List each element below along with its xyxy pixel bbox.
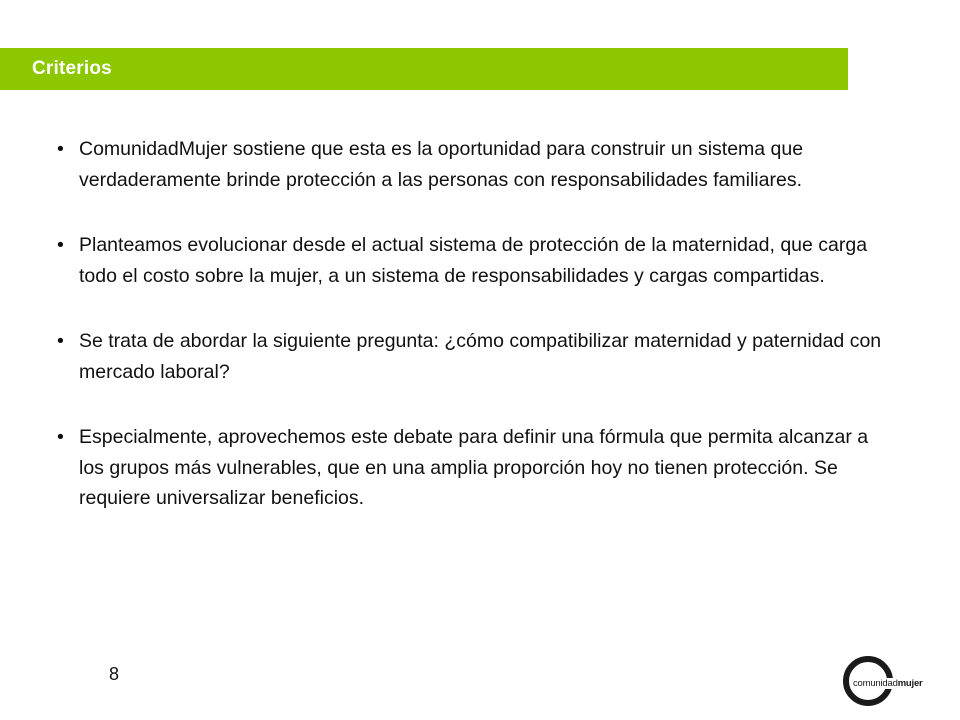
bullet-item [57, 422, 897, 514]
bullet-text: ComunidadMujer sostiene que esta es la oportunidad para construir un sistema que verdaderamente brinde protección a las personas con responsabilidades familiares. [79, 138, 804, 191]
bullet-icon: • [57, 426, 64, 448]
page-number: 8 [109, 664, 120, 684]
logo-text-suffix: mujer [897, 678, 923, 689]
bullet-list [57, 134, 897, 549]
bullet-text: Se trata de abordar la siguiente pregunta: ¿cómo compatibilizar maternidad y paternidad con mercado laboral? [79, 330, 882, 383]
logo-text-prefix: comunidad [853, 678, 898, 689]
bullet-item [57, 326, 897, 387]
logo-text [852, 678, 924, 689]
bullet-item [57, 230, 897, 291]
bullet-item [57, 134, 897, 195]
bullet-icon: • [57, 234, 64, 256]
bullet-text: Especialmente, aprovechemos este debate para definir una fórmula que permita alcanzar a los grupos más vulnerables, que en una amplia proporción hoy no tienen protección. Se requiere universalizar beneficios. [79, 426, 869, 509]
title-bar [0, 48, 848, 90]
bullet-icon: • [57, 330, 64, 352]
comunidadmujer-logo [843, 656, 935, 716]
bullet-icon: • [57, 138, 64, 160]
bullet-text: Planteamos evolucionar desde el actual sistema de protección de la maternidad, que carga todo el costo sobre la mujer, a un sistema de responsabilidades y cargas compartidas. [79, 234, 868, 287]
slide-title: Criterios [32, 58, 112, 79]
